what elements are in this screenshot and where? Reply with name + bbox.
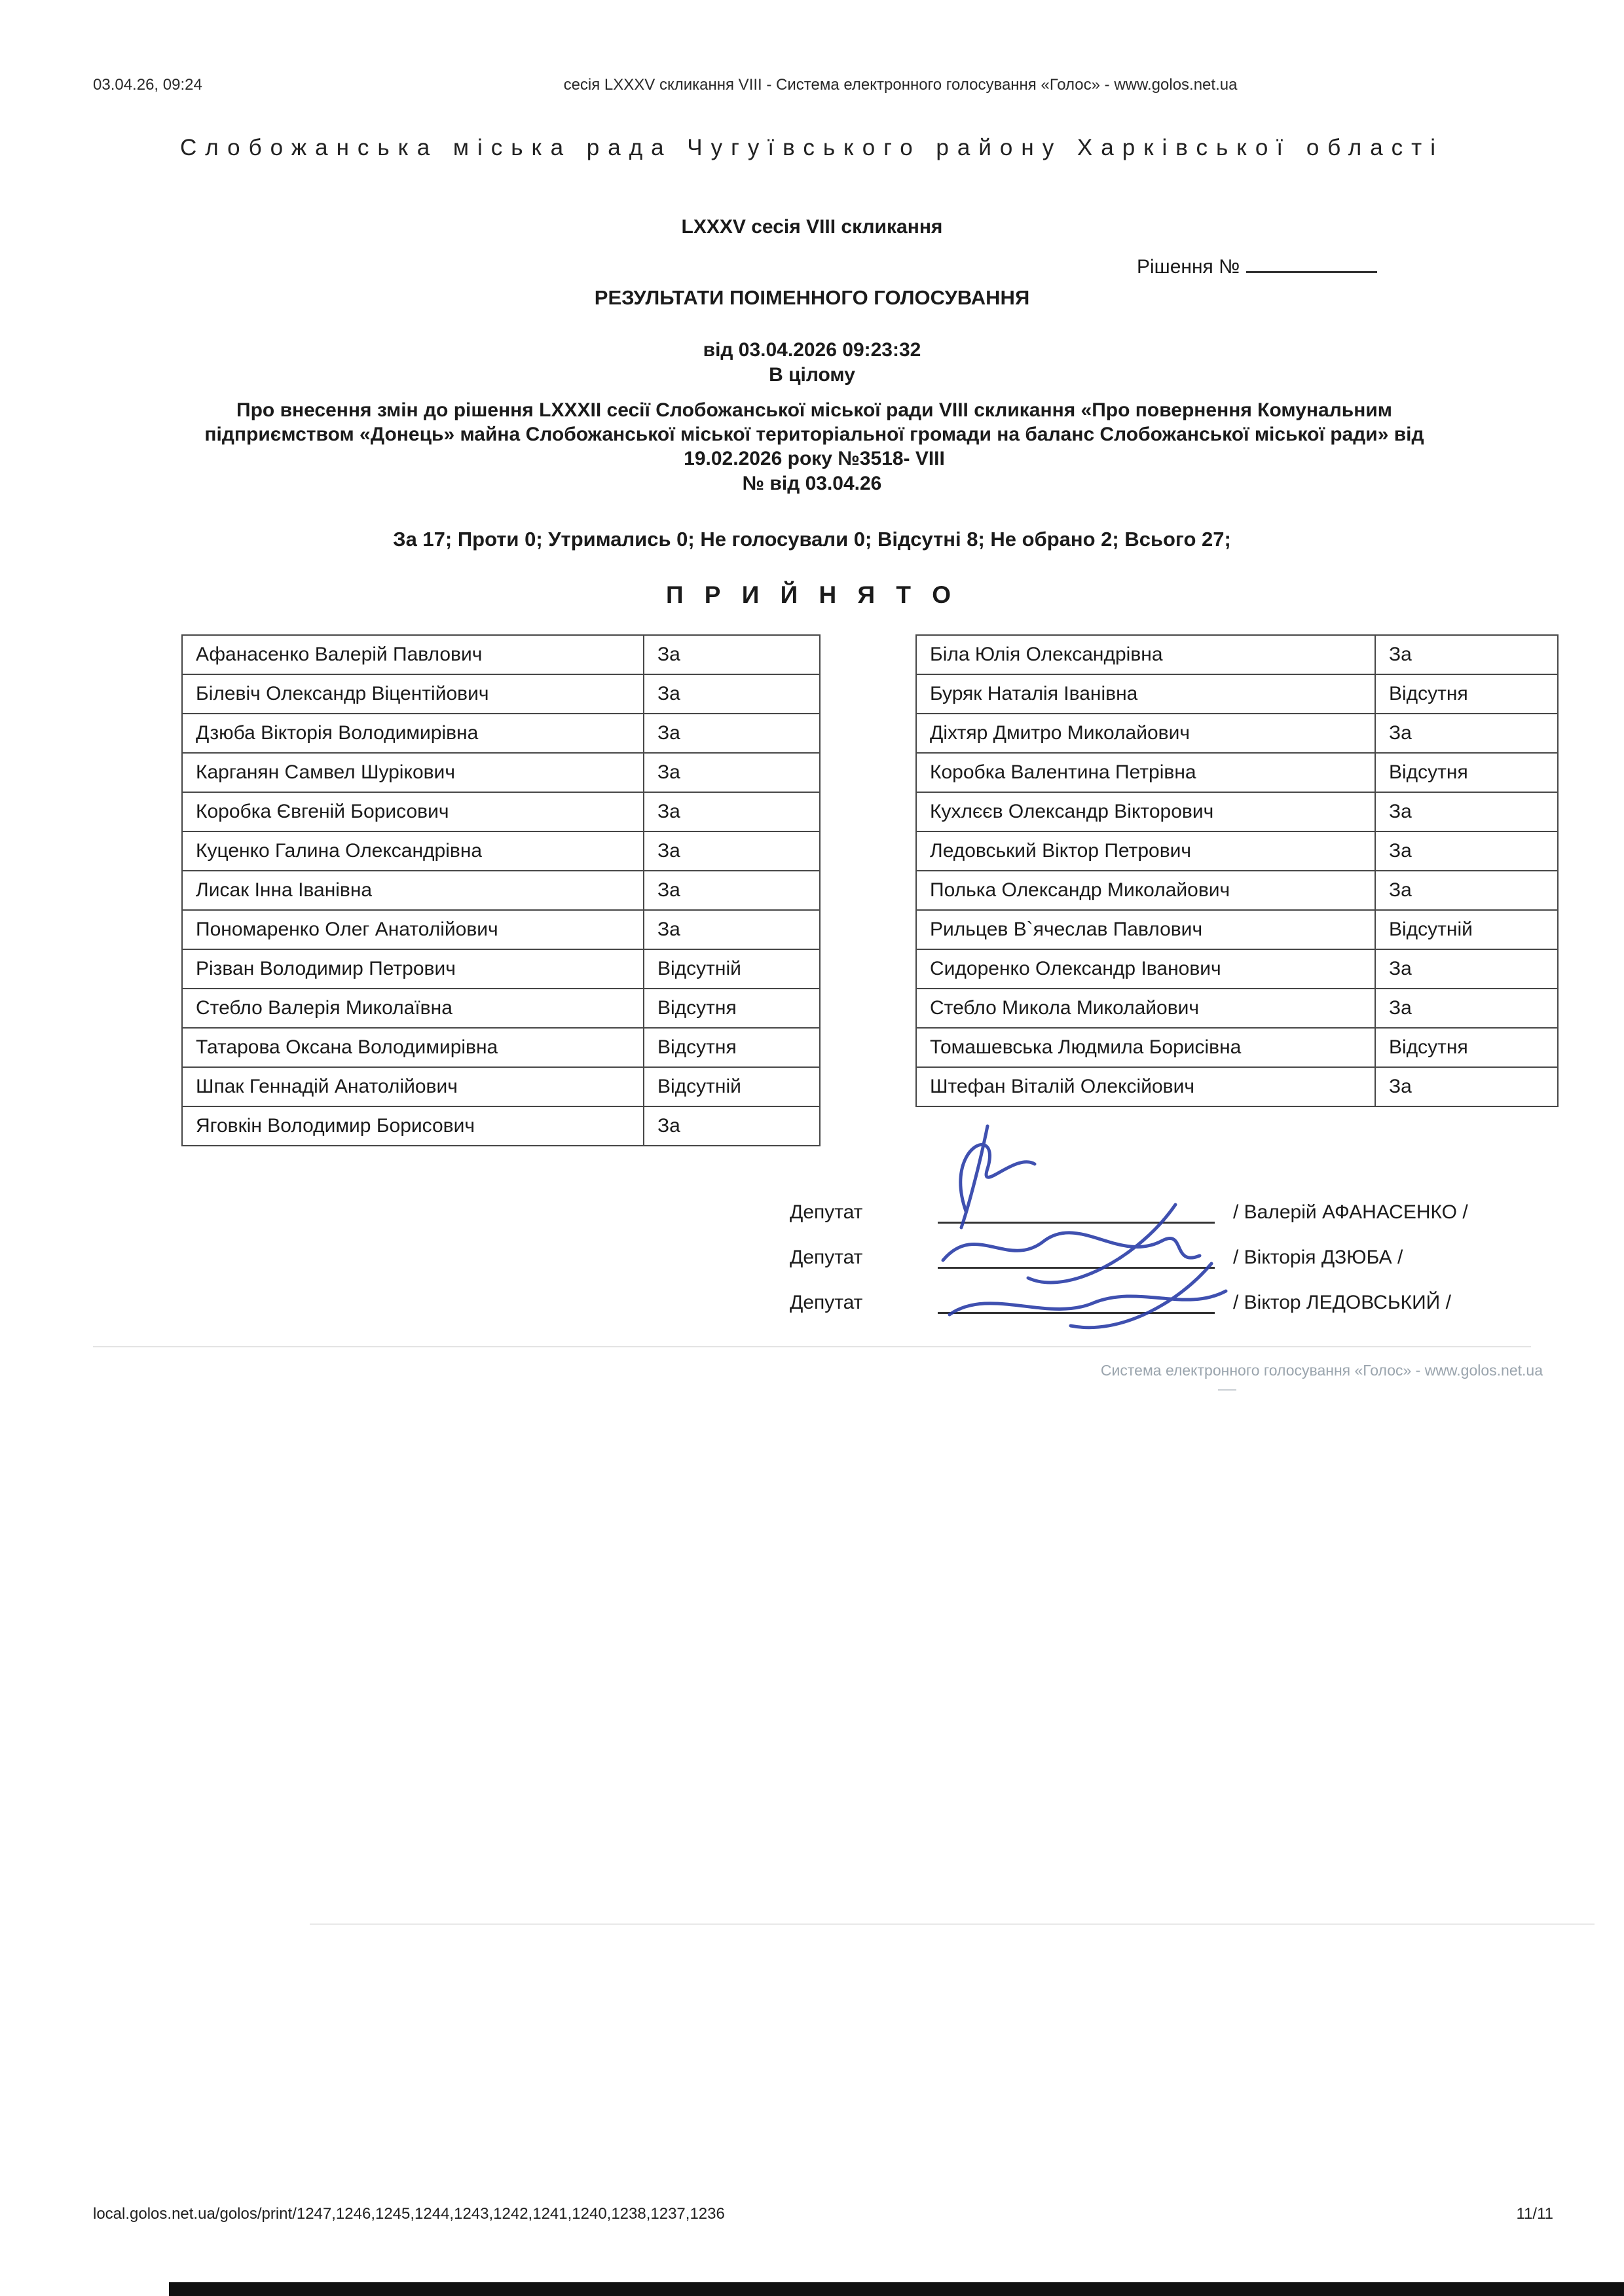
- scan-artifact-bar: [169, 2282, 1624, 2296]
- vote-row: [916, 989, 1558, 1028]
- deputy-name: Ледовський Віктор Петрович: [916, 831, 1375, 871]
- handwritten-signatures-ink: [904, 1106, 1270, 1342]
- deputy-name: Куценко Галина Олександрівна: [182, 831, 644, 871]
- council-title: Слобожанська міська рада Чугуївського району Харківської області: [180, 135, 1444, 160]
- deputy-name: Сидоренко Олександр Іванович: [916, 949, 1375, 989]
- deputy-name: Стебло Валерія Миколаївна: [182, 989, 644, 1028]
- deputy-name: Татарова Оксана Володимирівна: [182, 1028, 644, 1067]
- deputy-name: Діхтяр Дмитро Миколайович: [916, 714, 1375, 753]
- print-url: local.golos.net.ua/golos/print/1247,1246,1245,1244,1243,1242,1241,1240,1238,1237,1236: [93, 2205, 725, 2223]
- vote-row: [916, 871, 1558, 910]
- vote-value: За: [644, 635, 820, 674]
- vote-row: [916, 831, 1558, 871]
- vote-value: За: [644, 753, 820, 792]
- vote-row: [182, 635, 820, 674]
- signature-name: / Віктор ЛЕДОВСЬКИЙ /: [1233, 1292, 1451, 1313]
- vote-row: [916, 714, 1558, 753]
- vote-value: Відсутня: [644, 989, 820, 1028]
- vote-datetime: від 03.04.2026 09:23:32: [703, 339, 921, 361]
- deputy-name: Пономаренко Олег Анатолійович: [182, 910, 644, 949]
- vote-row: [916, 1067, 1558, 1106]
- decision-number: [1137, 251, 1377, 278]
- vote-value: За: [1375, 1067, 1558, 1106]
- deputy-name: Коробка Валентина Петрівна: [916, 753, 1375, 792]
- deputy-name: Дзюба Вікторія Володимирівна: [182, 714, 644, 753]
- print-doc-title: сесія LXXXV скликання VIII - Система електронного голосування «Голос» - www.golos.net.ua: [563, 76, 1238, 94]
- vote-row: [916, 792, 1558, 831]
- decision-number-label: Рішення №: [1137, 256, 1240, 278]
- vote-row: [916, 1028, 1558, 1067]
- page-number: 11/11: [1516, 2205, 1553, 2223]
- scan-mark: [1218, 1389, 1236, 1391]
- vote-value: За: [644, 910, 820, 949]
- vote-value: За: [644, 1106, 820, 1146]
- vote-row: [182, 1106, 820, 1146]
- signature-role-label: Депутат: [790, 1292, 863, 1313]
- results-heading: РЕЗУЛЬТАТИ ПОІМЕННОГО ГОЛОСУВАННЯ: [594, 286, 1030, 309]
- deputy-name: Афанасенко Валерій Павлович: [182, 635, 644, 674]
- vote-value: За: [1375, 871, 1558, 910]
- deputy-name: Стебло Микола Миколайович: [916, 989, 1375, 1028]
- vote-row: [182, 989, 820, 1028]
- vote-value: За: [1375, 635, 1558, 674]
- session-title: LXXXV сесія VIII скликання: [681, 216, 943, 238]
- vote-row: [916, 635, 1558, 674]
- vote-value: За: [1375, 792, 1558, 831]
- deputy-name: Біла Юлія Олександрівна: [916, 635, 1375, 674]
- vote-value: Відсутня: [644, 1028, 820, 1067]
- vote-scope: В цілому: [769, 364, 855, 386]
- vote-row: [916, 949, 1558, 989]
- deputy-name: Полька Олександр Миколайович: [916, 871, 1375, 910]
- vote-row: [182, 949, 820, 989]
- vote-value: За: [1375, 714, 1558, 753]
- resolution-subject: Про внесення змін до рішення LXXXII сесії Слобожанської міської ради VIII скликання «Про повернення Комунальним підприємством «Донець» майна Слобожанської міської територіальної громади на баланс Слобожанської міської ради» від 19.02.2026 року №3518- VIII: [204, 399, 1424, 469]
- divider-line: [93, 1346, 1531, 1347]
- vote-value: Відсутня: [1375, 753, 1558, 792]
- vote-value: За: [1375, 831, 1558, 871]
- vote-value: За: [644, 871, 820, 910]
- vote-row: [182, 714, 820, 753]
- vote-row: [182, 674, 820, 714]
- vote-row: [182, 753, 820, 792]
- vote-value: За: [1375, 989, 1558, 1028]
- vote-row: [182, 910, 820, 949]
- signature-name: / Вікторія ДЗЮБА /: [1233, 1247, 1403, 1268]
- decision-number-blank: [1246, 251, 1377, 273]
- vote-row: [182, 792, 820, 831]
- system-note: Система електронного голосування «Голос» - www.golos.net.ua: [1100, 1362, 1543, 1379]
- vote-value: За: [644, 792, 820, 831]
- vote-table-right: [915, 634, 1559, 1107]
- vote-value: За: [1375, 949, 1558, 989]
- vote-value: Відсутній: [1375, 910, 1558, 949]
- vote-table-left: [181, 634, 821, 1146]
- print-datetime: 03.04.26, 09:24: [93, 76, 202, 94]
- vote-value: Відсутній: [644, 949, 820, 989]
- deputy-name: Білевіч Олександр Віцентійович: [182, 674, 644, 714]
- vote-value: Відсутня: [1375, 674, 1558, 714]
- vote-value: Відсутня: [1375, 1028, 1558, 1067]
- deputy-name: Різван Володимир Петрович: [182, 949, 644, 989]
- vote-row: [182, 1067, 820, 1106]
- deputy-name: Томашевська Людмила Борисівна: [916, 1028, 1375, 1067]
- vote-row: [182, 831, 820, 871]
- deputy-name: Штефан Віталій Олексійович: [916, 1067, 1375, 1106]
- vote-totals: За 17; Проти 0; Утримались 0; Не голосували 0; Відсутні 8; Не обрано 2; Всього 27;: [393, 528, 1231, 551]
- deputy-name: Карганян Самвел Шурікович: [182, 753, 644, 792]
- signature-name: / Валерій АФАНАСЕНКО /: [1233, 1201, 1468, 1223]
- divider-line-faint: [310, 1923, 1595, 1925]
- vote-row: [182, 871, 820, 910]
- deputy-name: Лисак Інна Іванівна: [182, 871, 644, 910]
- vote-value: За: [644, 831, 820, 871]
- vote-value: За: [644, 674, 820, 714]
- deputy-name: Буряк Наталія Іванівна: [916, 674, 1375, 714]
- vote-row: [916, 753, 1558, 792]
- vote-value: За: [644, 714, 820, 753]
- deputy-name: Шпак Геннадій Анатолійович: [182, 1067, 644, 1106]
- verdict: П Р И Й Н Я Т О: [665, 581, 959, 608]
- deputy-name: Яговкін Володимир Борисович: [182, 1106, 644, 1146]
- vote-value: Відсутній: [644, 1067, 820, 1106]
- deputy-name: Кухлєєв Олександр Вікторович: [916, 792, 1375, 831]
- deputy-name: Коробка Євгеній Борисович: [182, 792, 644, 831]
- vote-row: [916, 674, 1558, 714]
- signature-role-label: Депутат: [790, 1247, 863, 1268]
- resolution-subject-ref: № від 03.04.26: [742, 473, 882, 494]
- vote-row: [182, 1028, 820, 1067]
- signature-role-label: Депутат: [790, 1201, 863, 1223]
- deputy-name: Рильцев В`ячеслав Павлович: [916, 910, 1375, 949]
- vote-row: [916, 910, 1558, 949]
